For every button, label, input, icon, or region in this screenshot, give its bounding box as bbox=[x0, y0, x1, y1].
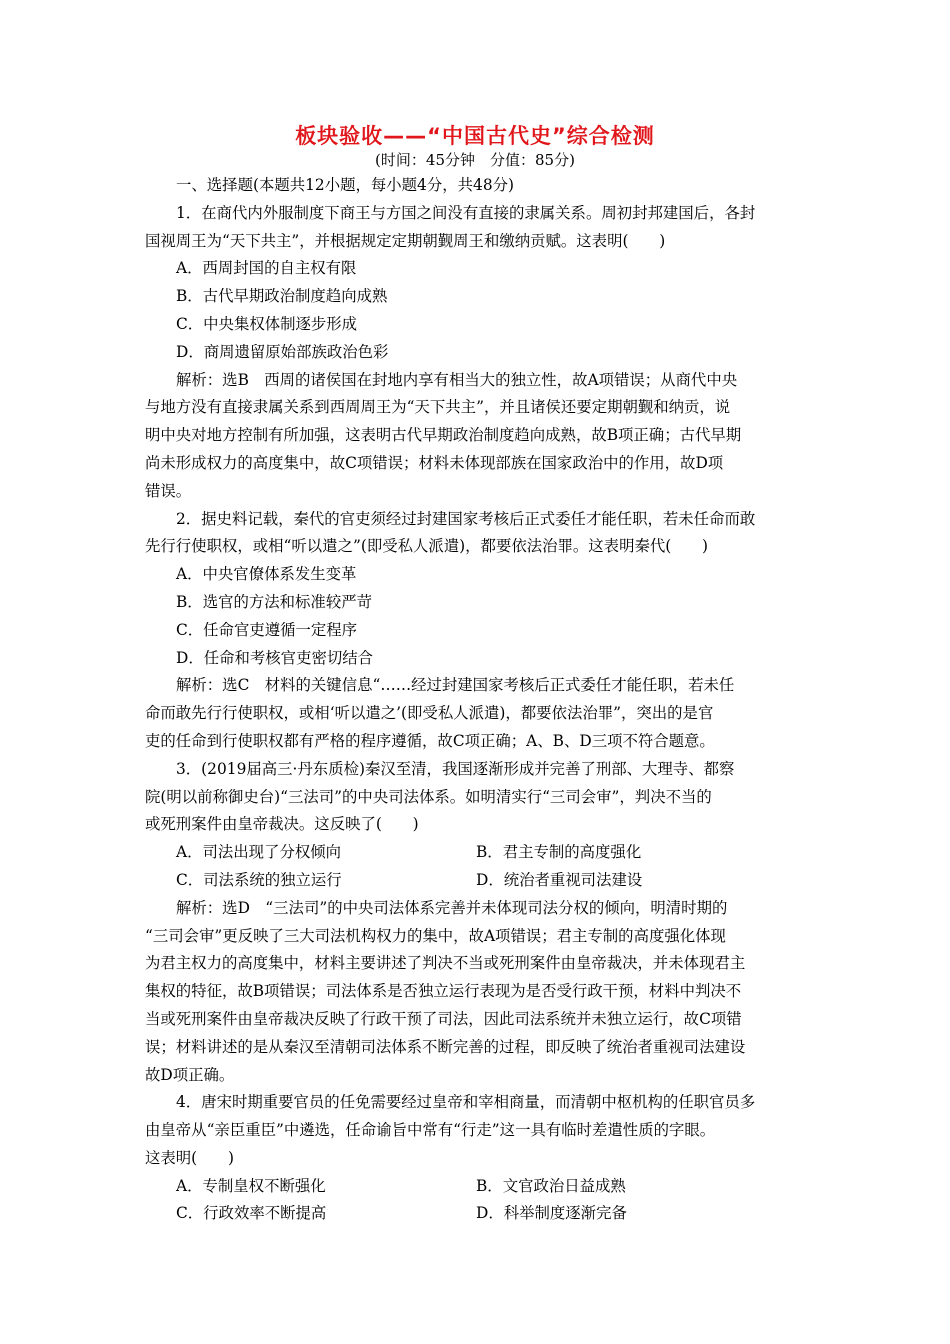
option-pair bbox=[145, 867, 809, 895]
text-line: B．古代早期政治制度趋向成熟 bbox=[176, 287, 388, 306]
text-line: 集权的特征，故B项错误；司法体系是否独立运行表现为是否受行政干预，材料中判决不 bbox=[145, 982, 742, 1001]
text-line: 1．在商代内外服制度下商王与方国之间没有直接的隶属关系。周初封邦建国后，各封 bbox=[176, 203, 756, 222]
text-line: 解析：选D “三法司”的中央司法体系完善并未体现司法分权的倾向，明清时期的 bbox=[176, 898, 728, 917]
text-line: C．中央集权体制逐步形成 bbox=[176, 314, 358, 333]
text-line: 尚未形成权力的高度集中，故C项错误；材料未体现部族在国家政治中的作用，故D项 bbox=[145, 453, 724, 472]
option-right: B．君主专制的高度强化 bbox=[476, 843, 642, 862]
option-pair bbox=[145, 839, 809, 867]
option-pair bbox=[145, 1200, 809, 1228]
text-line: 先行行使职权，或相“听以遣之”(即受私人派遣)，都要依法治罪。这表明秦代( ) bbox=[145, 537, 709, 556]
text-line: 解析：选C 材料的关键信息“……经过封建国家考核后正式委任才能任职，若未任 bbox=[176, 676, 735, 695]
page-subtitle: (时间：45分钟 分值：85分) bbox=[375, 151, 575, 169]
text-line: 为君主权力的高度集中，材料主要讲述了判决不当或死刑案件由皇帝裁决，并未体现君主 bbox=[145, 954, 746, 973]
text-line: 院(明以前称御史台)“三法司”的中央司法体系。如明清实行“三司会审”，判决不当的 bbox=[145, 787, 712, 806]
text-line: 误；材料讲述的是从秦汉至清朝司法体系不断完善的过程，即反映了统治者重视司法建设 bbox=[145, 1037, 746, 1056]
text-line: 故D项正确。 bbox=[145, 1065, 235, 1084]
option-pair bbox=[145, 1173, 809, 1201]
text-line: 或死刑案件由皇帝裁决。这反映了( ) bbox=[145, 815, 419, 834]
text-line: A．中央官僚体系发生变革 bbox=[176, 565, 357, 584]
text-line: “三司会审”更反映了三大司法机构权力的集中，故A项错误；君主专制的高度强化体现 bbox=[145, 926, 726, 945]
text-line: D．任命和考核官吏密切结合 bbox=[176, 648, 374, 667]
text-line: 解析：选B 西周的诸侯国在封地内享有相当大的独立性，故A项错误；从商代中央 bbox=[176, 370, 738, 389]
text-line: 国视周王为“天下共主”，并根据规定定期朝觐周王和缴纳贡赋。这表明( ) bbox=[145, 231, 666, 250]
text-line: 吏的任命到行使职权都有严格的程序遵循，故C项正确；A、B、D三项不符合题意。 bbox=[145, 731, 715, 750]
document-body bbox=[145, 172, 809, 1228]
option-right: B．文官政治日益成熟 bbox=[476, 1176, 626, 1195]
text-line: 错误。 bbox=[145, 481, 192, 500]
text-line: 4．唐宋时期重要官员的任免需要经过皇帝和宰相商量，而清朝中枢机构的任职官员多 bbox=[176, 1093, 756, 1112]
option-left: C．司法系统的独立运行 bbox=[176, 870, 342, 889]
text-line: 一、选择题(本题共12小题，每小题4分，共48分) bbox=[176, 176, 515, 194]
text-line: A．西周封国的自主权有限 bbox=[176, 259, 357, 278]
text-line: B．选官的方法和标准较严苛 bbox=[176, 592, 372, 611]
text-line: 命而敢先行行使职权，或相‘听以遣之’(即受私人派遣)，都要依法治罪”，突出的是官 bbox=[145, 704, 714, 723]
text-line: 与地方没有直接隶属关系到西周周王为“天下共主”，并且诸侯还要定期朝觐和纳贡，说 bbox=[145, 398, 731, 417]
option-left: C．行政效率不断提高 bbox=[176, 1204, 327, 1223]
text-line: 2．据史料记载，秦代的官吏须经过封建国家考核后正式委任才能任职，若未任命而敢 bbox=[176, 509, 756, 528]
text-line: 由皇帝从“亲臣重臣”中遴选，任命谕旨中常有“行走”这一具有临时差遣性质的字眼。 bbox=[145, 1121, 716, 1140]
text-line: 明中央对地方控制有所加强，这表明古代早期政治制度趋向成熟，故B项正确；古代早期 bbox=[145, 426, 742, 445]
option-right: D．科举制度逐渐完备 bbox=[476, 1204, 627, 1223]
text-line: 这表明( ) bbox=[145, 1148, 234, 1167]
text-line: 3．(2019届高三·丹东质检)秦汉至清，我国逐渐形成并完善了刑部、大理寺、都察 bbox=[176, 759, 735, 778]
option-left: A．专制皇权不断强化 bbox=[176, 1176, 326, 1195]
text-line: C．任命官吏遵循一定程序 bbox=[176, 620, 358, 639]
text-line: D．商周遗留原始部族政治色彩 bbox=[176, 342, 389, 361]
option-right: D．统治者重视司法建设 bbox=[476, 870, 643, 889]
text-line: 当或死刑案件由皇帝裁决反映了行政干预了司法，因此司法系统并未独立运行，故C项错 bbox=[145, 1009, 742, 1028]
option-left: A．司法出现了分权倾向 bbox=[176, 843, 342, 862]
page-title: 板块验收——“中国古代史”综合检测 bbox=[295, 124, 655, 148]
